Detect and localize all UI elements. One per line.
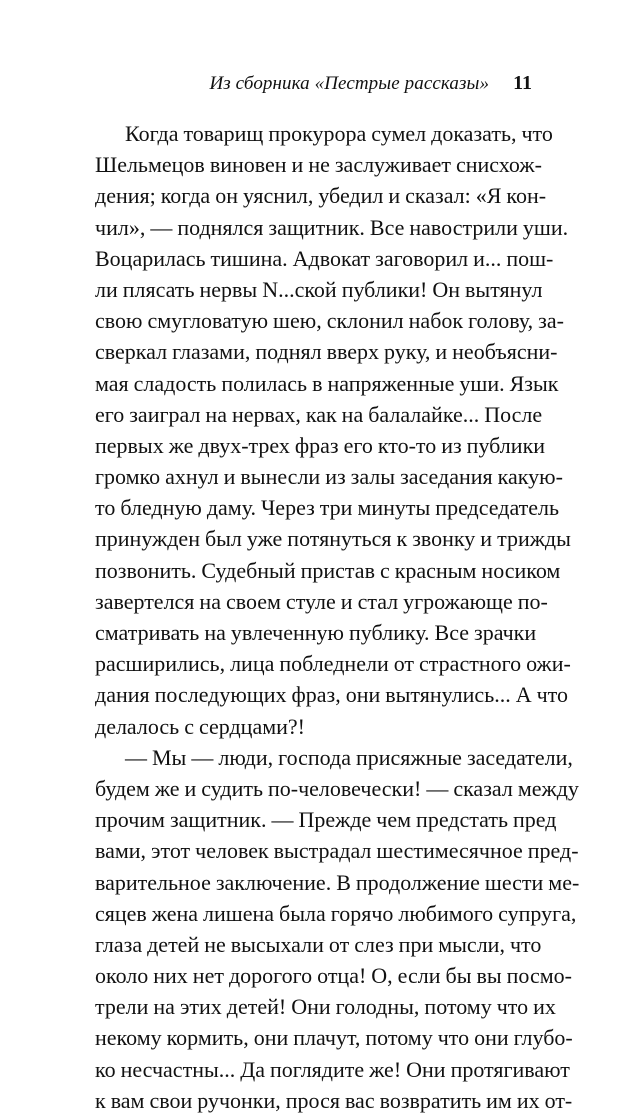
text-line: дения; когда он уяснил, убедил и сказал: «Я кон- xyxy=(95,183,547,209)
text-line: Воцарилась тишина. Адвокат заговорил и... пош- xyxy=(95,245,554,271)
text-line: прочим защитник. — Прежде чем предстать пред xyxy=(95,807,557,833)
text-line: ли плясать нервы N...ской публики! Он вытянул xyxy=(95,276,543,302)
text-line: около них нет дорогого отца! О, если бы вы посмо- xyxy=(95,963,572,989)
text-line: свою смугловатую шею, склонил набок голову, за- xyxy=(95,308,564,334)
text-line: сяцев жена лишена была горячо любимого супруга, xyxy=(95,900,577,926)
running-header-title: Из сборника «Пестрые рассказы» xyxy=(209,73,490,94)
text-line: чил», — поднялся защитник. Все навострили уши. xyxy=(95,214,569,240)
text-line: сматривать на увлеченную публику. Все зрачки xyxy=(95,620,537,645)
text-line: первых же двух-трех фраз его кто-то из публики xyxy=(95,432,546,458)
running-header xyxy=(94,72,532,100)
text-line: расширились, лица побледнели от страстного ожи- xyxy=(95,651,571,677)
text-line: к вам свои ручонки, прося вас возвратить им их от- xyxy=(95,1087,573,1113)
body-text xyxy=(95,118,580,1116)
text-line: — Мы — люди, господа присяжные заседатели, xyxy=(125,744,573,770)
text-line: глаза детей не высыхали от слез при мысли, что xyxy=(95,931,542,957)
text-line: варительное заключение. В продолжение шести ме- xyxy=(95,869,580,895)
text-line: Шельмецов виновен и не заслуживает снисхож- xyxy=(95,152,542,178)
text-line: трели на этих детей! Они голодны, потому что их xyxy=(95,994,556,1020)
text-line: Когда товарищ прокурора сумел доказать, что xyxy=(125,121,553,146)
text-line: дания последующих фраз, они вытянулись... А что xyxy=(95,682,569,708)
text-line: делалось с сердцами?! xyxy=(95,713,306,739)
text-line: сверкал глазами, поднял вверх руку, и необъясни- xyxy=(95,339,558,365)
text-line: некому кормить, они плачут, потому что они глубо- xyxy=(95,1025,573,1051)
text-line: завертелся на своем стуле и стал угрожающе по- xyxy=(95,588,548,614)
text-line: позвонить. Судебный пристав с красным носиком xyxy=(95,557,561,583)
page-number: 11 xyxy=(513,72,532,94)
text-line: мая сладость полилась в напряженные уши. Язык xyxy=(95,370,559,396)
text-line: то бледную даму. Через три минуты председатель xyxy=(95,495,560,521)
text-line: его заиграл на нервах, как на балалайке... После xyxy=(95,401,543,427)
text-line: вами, этот человек выстрадал шестимесячное пред- xyxy=(95,838,579,864)
text-line: ко несчастны... Да поглядите же! Они протягивают xyxy=(95,1056,570,1082)
text-line: принужден был уже потянуться к звонку и трижды xyxy=(95,526,571,552)
text-line: громко ахнул и вынесли из залы заседания какую- xyxy=(95,464,563,490)
text-line: будем же и судить по-человечески! — сказал между xyxy=(95,775,579,801)
